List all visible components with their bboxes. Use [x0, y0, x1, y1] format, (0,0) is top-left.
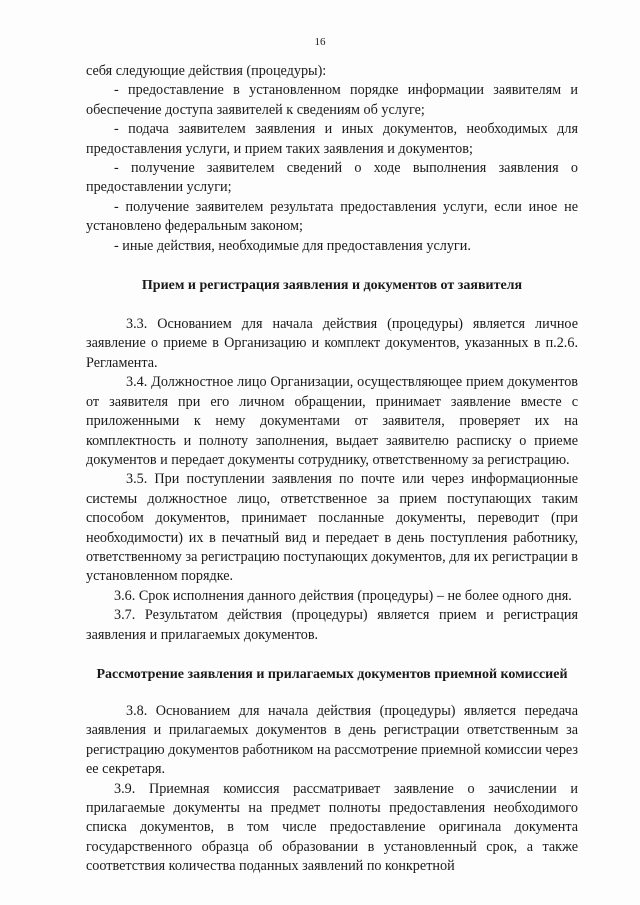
- list-item: - предоставление в установленном порядке информации заявителям и обеспечение доступа заявителей к сведениям об услуге;: [86, 82, 578, 118]
- list-item: - получение заявителем сведений о ходе выполнения заявления о предоставлении услуги;: [86, 160, 578, 196]
- paragraph-3-3: 3.3. Основанием для начала действия (процедуры) является личное заявление о приеме в Организацию и комплект документов, указанных в п.2.6. Регламента.: [86, 316, 578, 371]
- list-item: - получение заявителем результата предоставления услуги, если иное не установлено федеральным законом;: [86, 198, 578, 235]
- paragraph-3-9: 3.9. Приемная комиссия рассматривает заявление о зачислении и прилагаемые документы на предмет полноты предоставления необходимого списка документов, в том числе предоставление оригинала документа государственного образца об образовании в установленный срок, а также соответствия количества поданных заявлений по конкретной: [86, 780, 578, 875]
- section-heading-review: Рассмотрение заявления и прилагаемых документов приемной комиссией: [96, 666, 568, 682]
- page-content: [86, 62, 578, 877]
- section-heading-reception: Прием и регистрация заявления и документов от заявителя: [141, 278, 523, 294]
- list-item: - подача заявителем заявления и иных документов, необходимых для предоставления услуги, и прием таких заявления и документов;: [86, 121, 578, 157]
- list-item: - иные действия, необходимые для предоставления услуги.: [114, 237, 471, 254]
- paragraph-3-7: 3.7. Результатом действия (процедуры) является прием и регистрация заявления и прилагаемых документов.: [86, 607, 578, 643]
- paragraph-3-6: 3.6. Срок исполнения данного действия (процедуры) – не более одного дня.: [114, 587, 572, 604]
- paragraph-3-5: 3.5. При поступлении заявления по почте или через информационные системы должностное лицо, ответственное за прием поступающих таким способом документов, принимает посланные документы, переводит (при необходимости) их в печатный вид и передает в день поступления работнику, ответственному за регистрацию поступающих документов, для их регистрации в установленном порядке.: [86, 471, 578, 585]
- intro-line: себя следующие действия (процедуры):: [86, 63, 327, 79]
- page-number: 16: [314, 36, 326, 48]
- paragraph-3-4: 3.4. Должностное лицо Организации, осуществляющее прием документов от заявителя при его личном обращении, принимает заявление вместе с приложенными к нему документами от заявителя, проверяет их на комплектность и полноту заполнения, выдает заявителю расписку о приеме документов и передает документы сотруднику, ответственному за регистрацию.: [86, 374, 578, 468]
- paragraph-3-8: 3.8. Основанием для начала действия (процедуры) является передача заявления и прилагаемых документов в день регистрации ответственным за регистрацию документов работником на рассмотрение приемной комиссии через ее секретаря.: [86, 702, 578, 778]
